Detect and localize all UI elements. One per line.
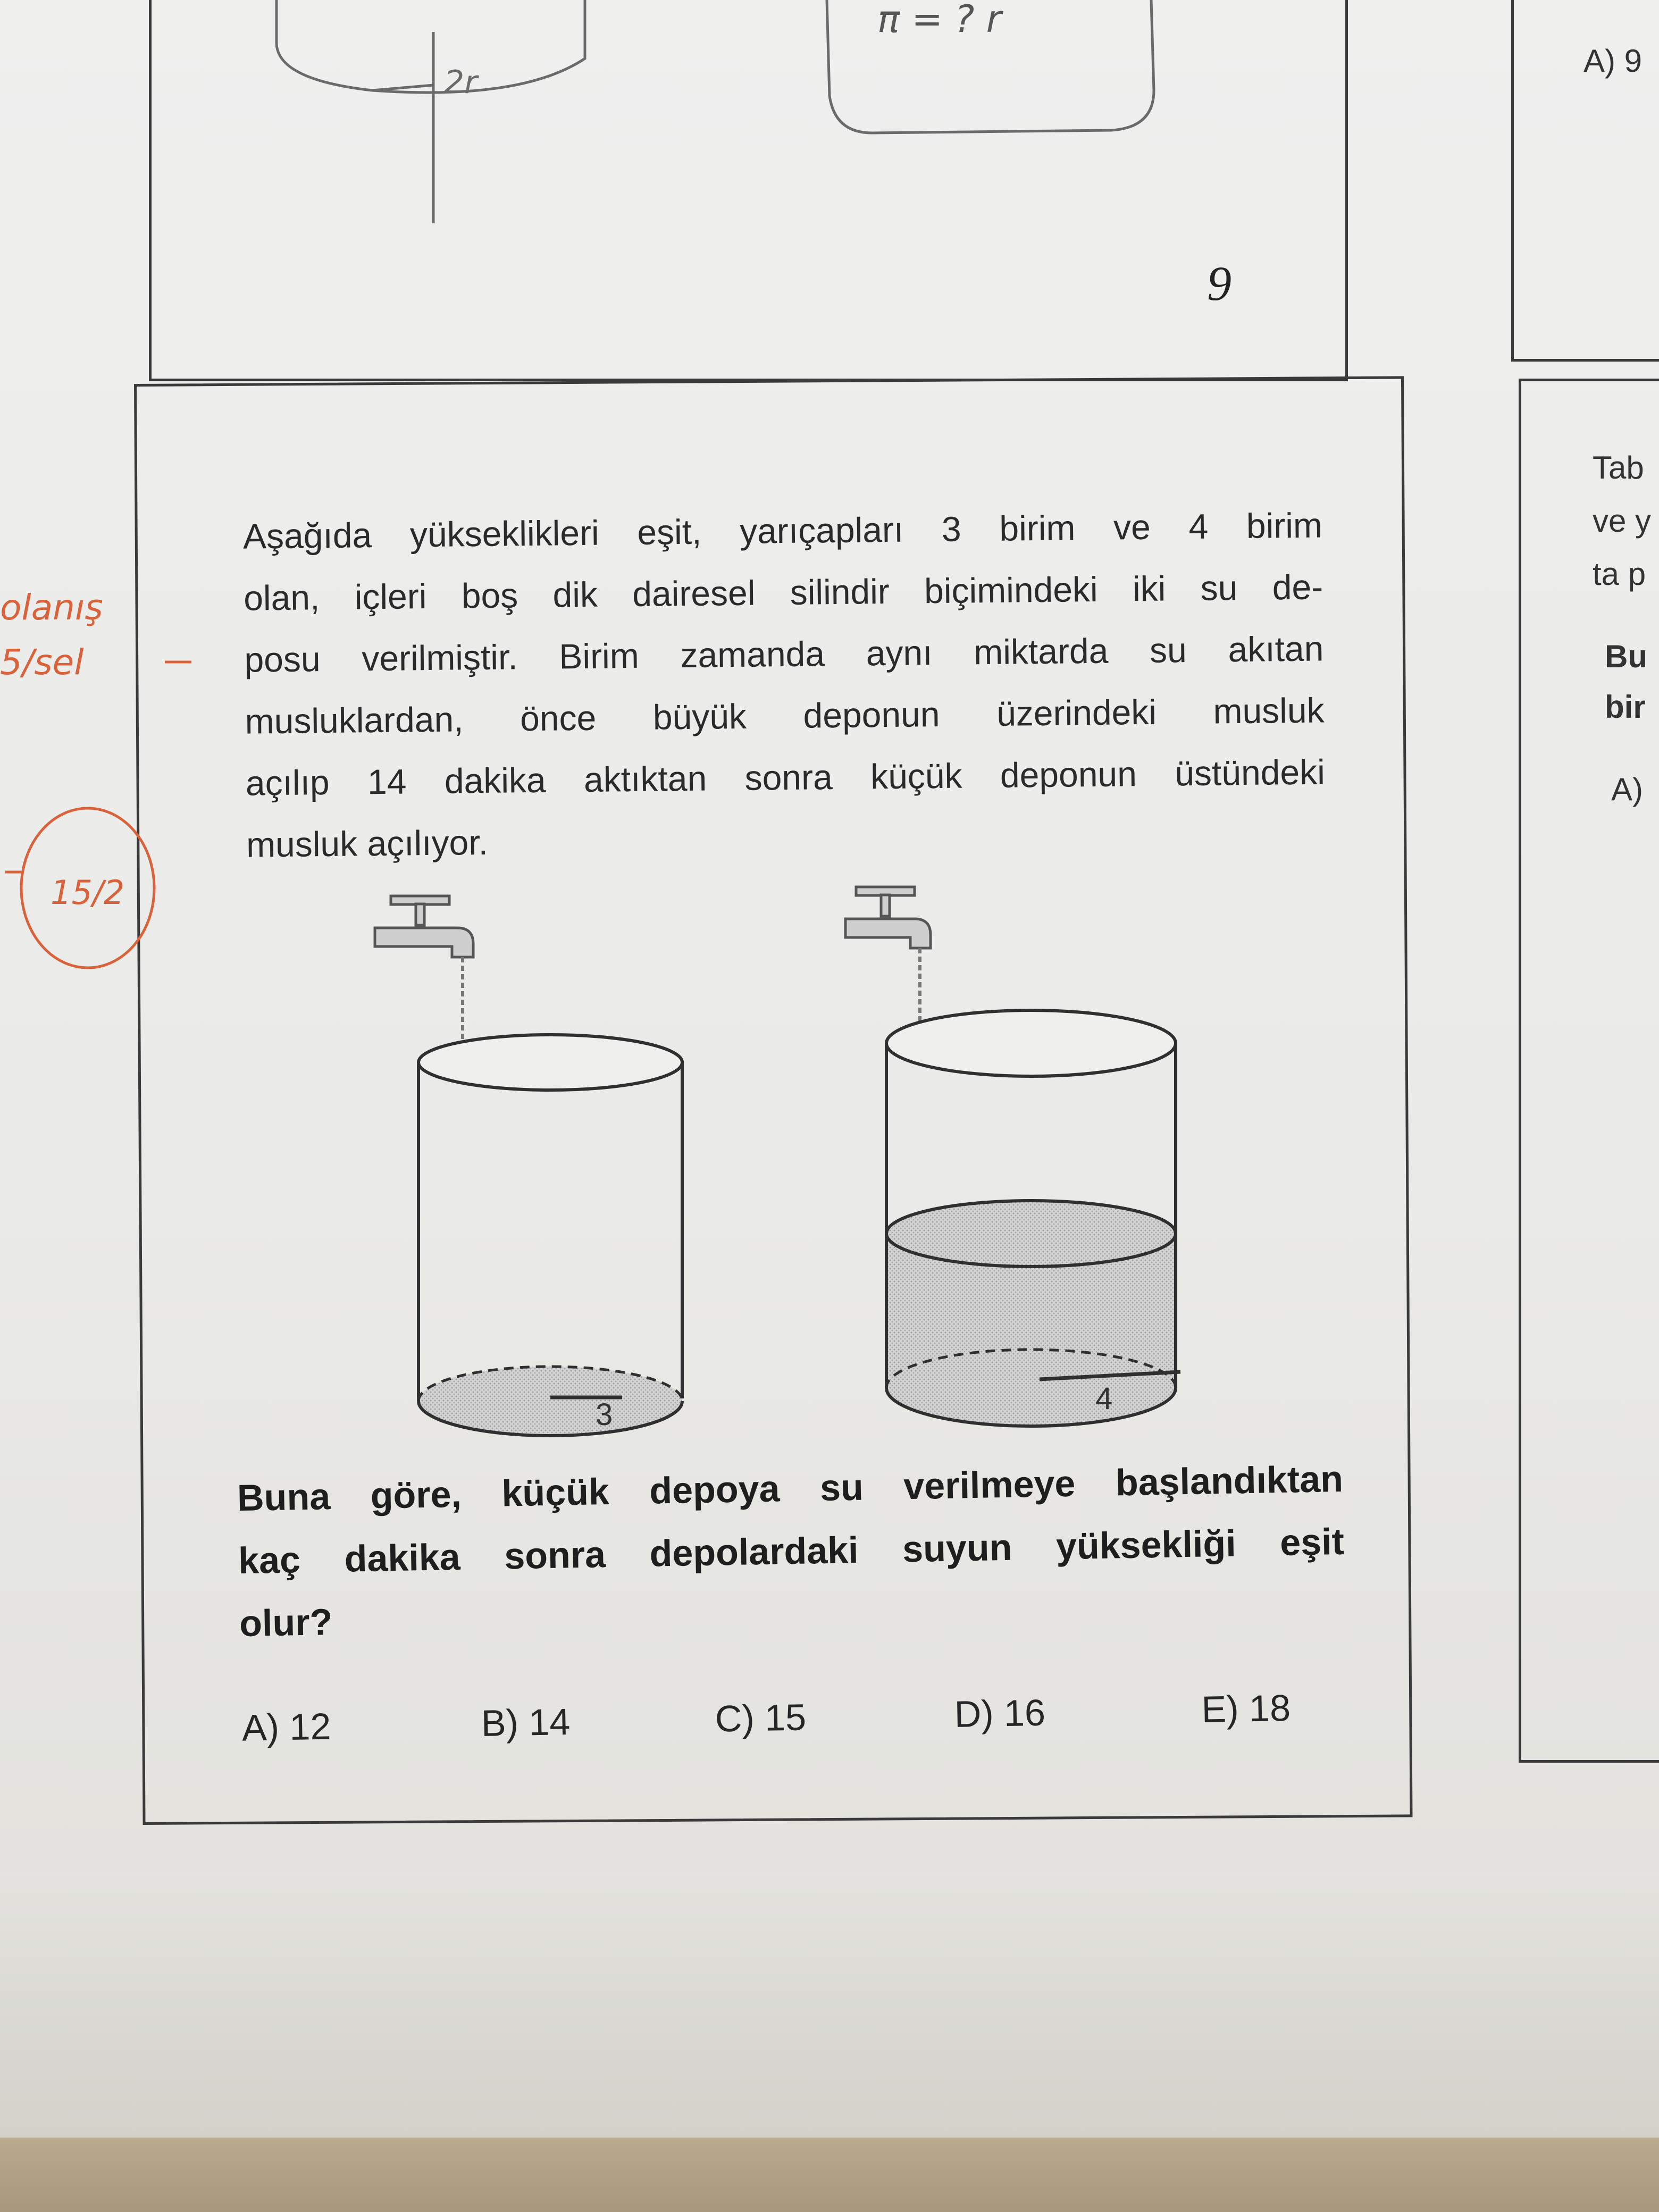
margin-circled-note: 15/2: [51, 873, 125, 912]
question-prompt: [237, 1447, 1346, 1655]
option-d[interactable]: D) 16: [954, 1691, 1046, 1735]
prompt-line: Buna göre, küçük depoya su verilmeye başlandıktan: [237, 1457, 1344, 1519]
right-answer-option: A) 9: [1583, 43, 1643, 79]
right-text-line: ve y: [1593, 503, 1652, 539]
question-line: açılıp 14 dakika aktıktan sonra küçük deponun üstündeki: [245, 752, 1326, 803]
question-line: olan, içleri boş dik dairesel silindir biçimindeki iki su de-: [243, 567, 1323, 618]
right-text-line: Bu: [1605, 639, 1647, 674]
small-tank-radius-label: 3: [596, 1397, 613, 1432]
option-b[interactable]: B) 14: [481, 1700, 571, 1745]
right-text-line: ta p: [1593, 556, 1646, 592]
handwritten-radius-mark: 2r: [444, 64, 477, 101]
handwritten-pi-note: π = ? r: [877, 0, 1002, 41]
question-body: [242, 494, 1326, 875]
option-a[interactable]: A) 12: [241, 1705, 332, 1749]
large-tank-radius-label: 4: [1095, 1381, 1113, 1416]
question-line: musluk açılıyor.: [246, 822, 489, 865]
question-line: posu verilmiştir. Birim zamanda aynı miktarda su akıtan: [244, 629, 1324, 680]
question-line: Aşağıda yükseklikleri eşit, yarıçapları 3 birim ve 4 birim: [242, 505, 1323, 556]
margin-note-line: 5/sel: [0, 642, 84, 683]
prompt-line: olur?: [239, 1601, 333, 1645]
question-line: musluklardan, önce büyük deponun üzerindeki musluk: [245, 690, 1325, 741]
option-c[interactable]: C) 15: [715, 1696, 807, 1740]
margin-note-line: olanış: [0, 587, 103, 628]
question-number: 9: [1207, 256, 1231, 311]
option-e[interactable]: E) 18: [1201, 1687, 1291, 1731]
previous-question-box: [149, 0, 1348, 381]
right-text-line: Tab: [1593, 450, 1644, 485]
table-surface: [0, 2138, 1659, 2212]
prompt-line: kaç dakika sonra depolardaki suyun yüksekliği eşit: [238, 1520, 1345, 1582]
right-text-line: A): [1611, 772, 1643, 807]
right-text-line: bir: [1605, 689, 1646, 725]
